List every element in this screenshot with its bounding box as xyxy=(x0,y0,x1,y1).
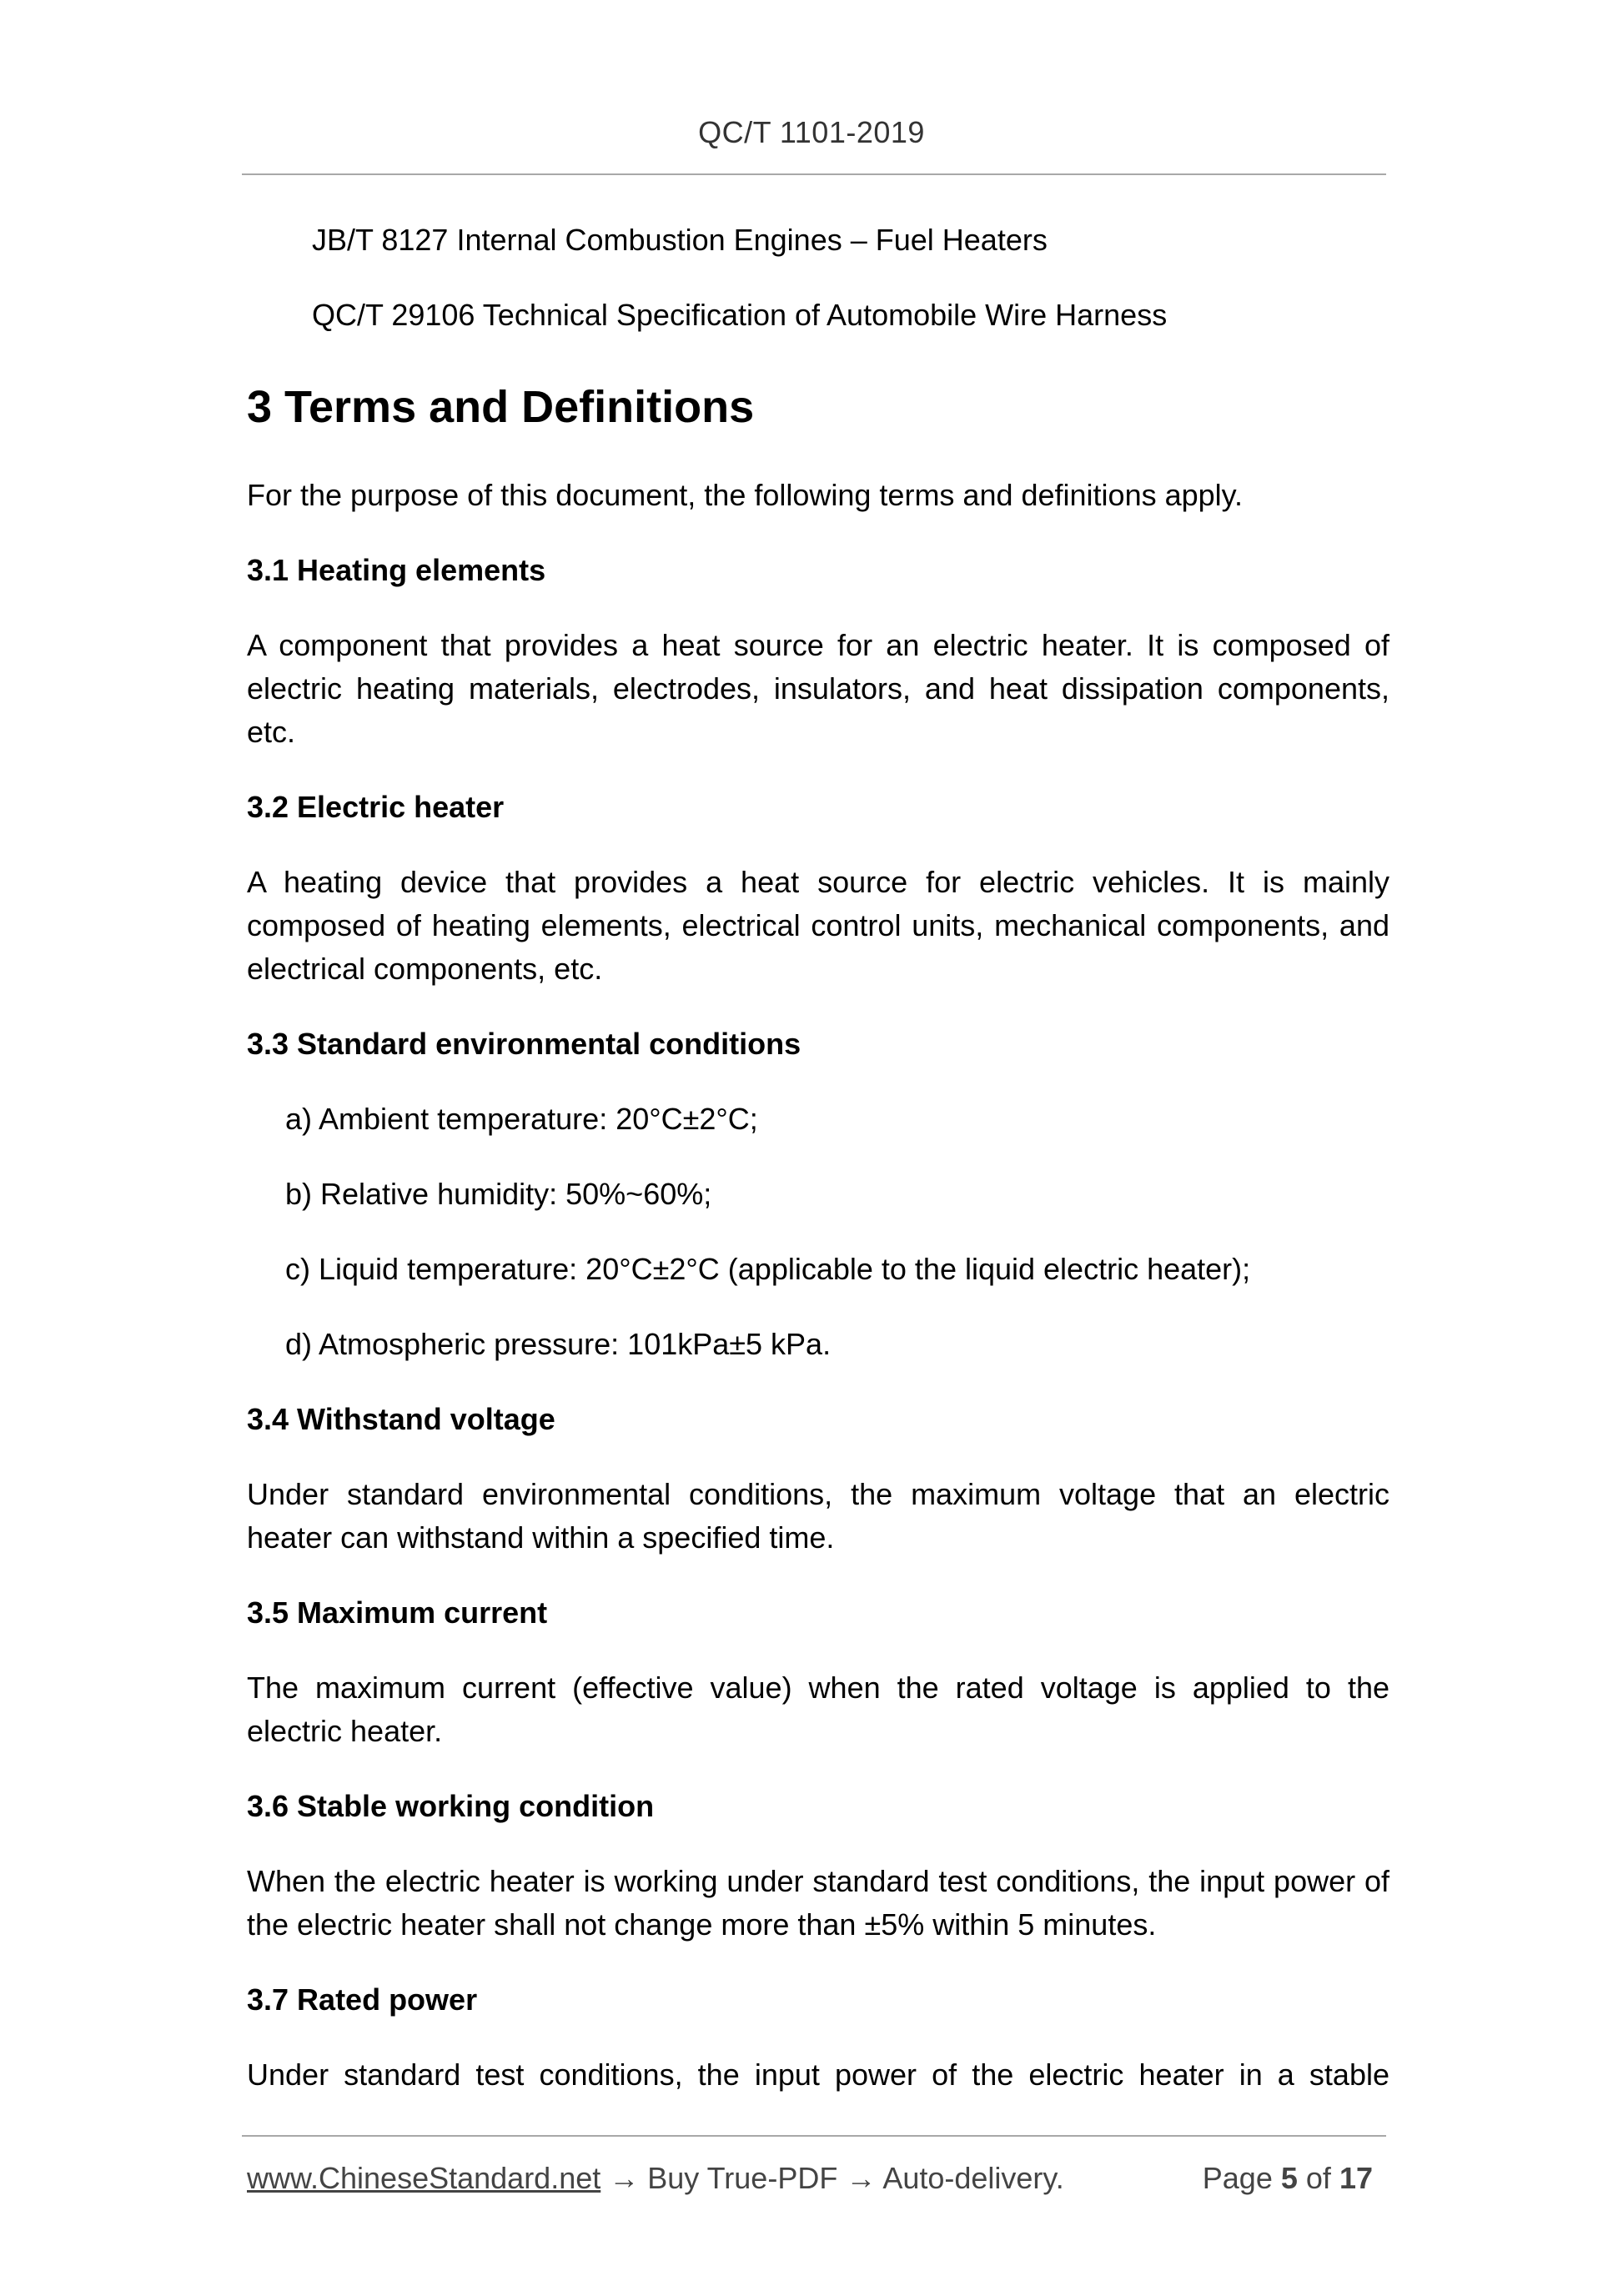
condition-relative-humidity: b) Relative humidity: 50%~60%; xyxy=(285,1177,712,1211)
term-3-7-title: 3.7 Rated power xyxy=(247,1982,478,2017)
term-3-1-definition: A component that provides a heat source for an electric heater. It is composed of electric heating materials, electrodes, insulators, and heat dissipation components, etc. xyxy=(247,628,1389,749)
chinesestandard-link[interactable]: www.ChineseStandard.net xyxy=(247,2161,601,2195)
footer-tagline: → Buy True-PDF → Auto-delivery. xyxy=(600,2161,1064,2195)
page-of-label: of xyxy=(1305,2161,1331,2195)
condition-atmospheric-pressure: d) Atmospheric pressure: 101kPa±5 kPa. xyxy=(285,1327,832,1361)
condition-ambient-temperature: a) Ambient temperature: 20°C±2°C; xyxy=(285,1102,758,1136)
reference-qct-29106: QC/T 29106 Technical Specification of Automobile Wire Harness xyxy=(312,298,1168,332)
term-3-6-title: 3.6 Stable working condition xyxy=(247,1789,655,1823)
page-label: Page xyxy=(1202,2161,1273,2195)
page-footer xyxy=(247,2157,1381,2200)
term-3-5-title: 3.5 Maximum current xyxy=(247,1595,548,1630)
header-divider xyxy=(242,173,1386,175)
footer-divider xyxy=(242,2135,1386,2137)
page-content xyxy=(247,219,1389,2128)
section-heading: 3 Terms and Definitions xyxy=(247,382,755,432)
term-3-4-definition: Under standard environmental conditions, the maximum voltage that an electric heater can withstand within a specified time. xyxy=(247,1477,1389,1555)
term-3-2-title: 3.2 Electric heater xyxy=(247,790,505,824)
reference-jbt-8127: JB/T 8127 Internal Combustion Engines – Fuel Heaters xyxy=(312,223,1048,257)
term-3-2-definition: A heating device that provides a heat source for electric vehicles. It is mainly composed of heating elements, electrical control units, mechanical components, and electrical components, etc. xyxy=(247,865,1389,986)
term-3-5-definition: The maximum current (effective value) when the rated voltage is applied to the electric heater. xyxy=(247,1671,1389,1748)
term-3-3-title: 3.3 Standard environmental conditions xyxy=(247,1027,801,1061)
term-3-6-definition: When the electric heater is working under standard test conditions, the input power of the electric heater shall not change more than ±5% within 5 minutes. xyxy=(247,1864,1389,1942)
term-3-4-title: 3.4 Withstand voltage xyxy=(247,1402,555,1436)
condition-liquid-temperature: c) Liquid temperature: 20°C±2°C (applicable to the liquid electric heater); xyxy=(285,1252,1251,1286)
page-total: 17 xyxy=(1339,2161,1373,2195)
section-intro: For the purpose of this document, the following terms and definitions apply. xyxy=(247,478,1243,512)
term-3-1-title: 3.1 Heating elements xyxy=(247,553,546,587)
page-indicator xyxy=(1203,2157,1373,2200)
term-3-7-definition: Under standard test conditions, the input power of the electric heater in a stable xyxy=(247,2057,1389,2092)
page-current: 5 xyxy=(1280,2161,1298,2195)
document-code-header: QC/T 1101-2019 xyxy=(698,115,925,149)
